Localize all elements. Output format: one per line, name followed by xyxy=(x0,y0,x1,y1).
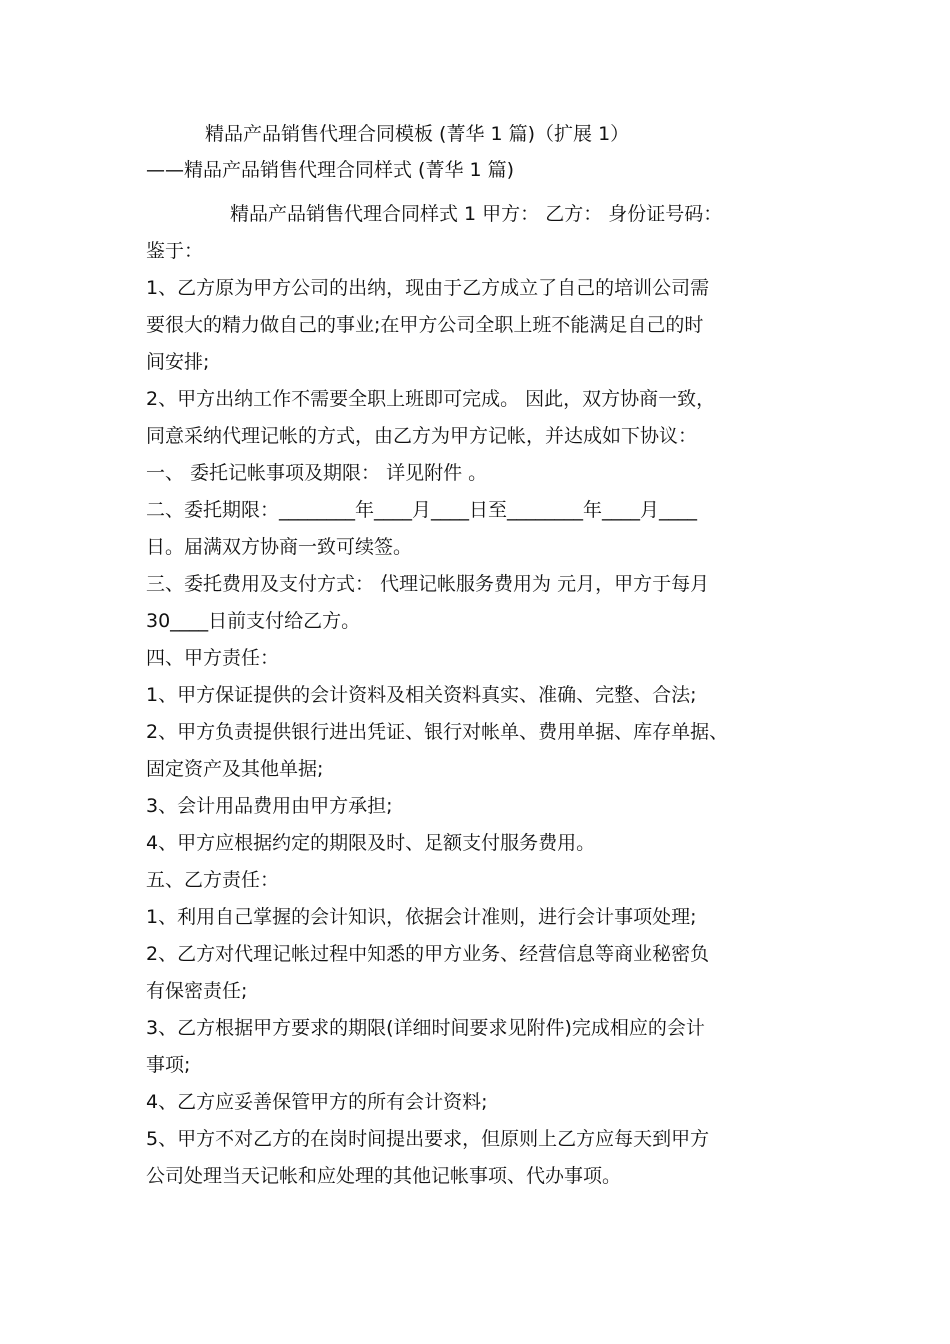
section-heading-line: 五、乙方责任： xyxy=(146,869,280,891)
document-title: 精品产品销售代理合同模板 (菁华 1 篇)（扩展 1） xyxy=(205,123,630,145)
section-heading-line: 一、 委托记帐事项及期限： 详见附件 。 xyxy=(146,462,488,484)
list-item-line: 5、甲方不对乙方的在岗时间提出要求，但原则上乙方应每天到甲方 xyxy=(146,1128,710,1150)
paragraph-line: 要很大的精力做自己的事业;在甲方公司全职上班不能满足自己的时 xyxy=(146,314,704,336)
paragraph-line: 固定资产及其他单据; xyxy=(146,758,324,780)
section-heading-line: 三、委托费用及支付方式： 代理记帐服务费用为 元月，甲方于每月 xyxy=(146,573,710,595)
paragraph-line: 事项; xyxy=(146,1054,191,1076)
list-item-line: 1、利用自己掌握的会计知识，依据会计准则，进行会计事项处理; xyxy=(146,906,697,928)
list-item-line: 3、乙方根据甲方要求的期限(详细时间要求见附件)完成相应的会计 xyxy=(146,1017,705,1039)
list-item-line: 2、乙方对代理记帐过程中知悉的甲方业务、经营信息等商业秘密负 xyxy=(146,943,710,965)
document-subtitle: ——精品产品销售代理合同样式 (菁华 1 篇) xyxy=(146,159,515,181)
list-item-line: 3、会计用品费用由甲方承担; xyxy=(146,795,393,817)
paragraph-line: 鉴于： xyxy=(146,240,204,262)
paragraph-line: 同意采纳代理记帐的方式，由乙方为甲方记帐，并达成如下协议： xyxy=(146,425,698,447)
paragraph-line: 有保密责任; xyxy=(146,980,248,1002)
paragraph-line: 间安排; xyxy=(146,351,210,373)
section-heading-line: 二、委托期限：________年____月____日至________年____月____ xyxy=(146,499,698,521)
paragraph-line: 1、乙方原为甲方公司的出纳，现由于乙方成立了自己的培训公司需 xyxy=(146,277,710,299)
paragraph-line: 30____日前支付给乙方。 xyxy=(146,610,361,632)
document-body xyxy=(146,196,826,1195)
list-item-line: 4、甲方应根据约定的期限及时、足额支付服务费用。 xyxy=(146,832,596,854)
contract-header-line: 精品产品销售代理合同样式 1 甲方： 乙方： 身份证号码： xyxy=(230,203,723,225)
paragraph-line: 日。届满双方协商一致可续签。 xyxy=(146,536,413,558)
list-item-line: 4、乙方应妥善保管甲方的所有会计资料; xyxy=(146,1091,488,1113)
section-heading-line: 四、甲方责任： xyxy=(146,647,280,669)
list-item-line: 2、甲方负责提供银行进出凭证、银行对帐单、费用单据、库存单据、 xyxy=(146,721,729,743)
paragraph-line: 2、甲方出纳工作不需要全职上班即可完成。 因此，双方协商一致， xyxy=(146,388,716,410)
list-item-line: 1、甲方保证提供的会计资料及相关资料真实、准确、完整、合法; xyxy=(146,684,697,706)
paragraph-line: 公司处理当天记帐和应处理的其他记帐事项、代办事项。 xyxy=(146,1165,622,1187)
